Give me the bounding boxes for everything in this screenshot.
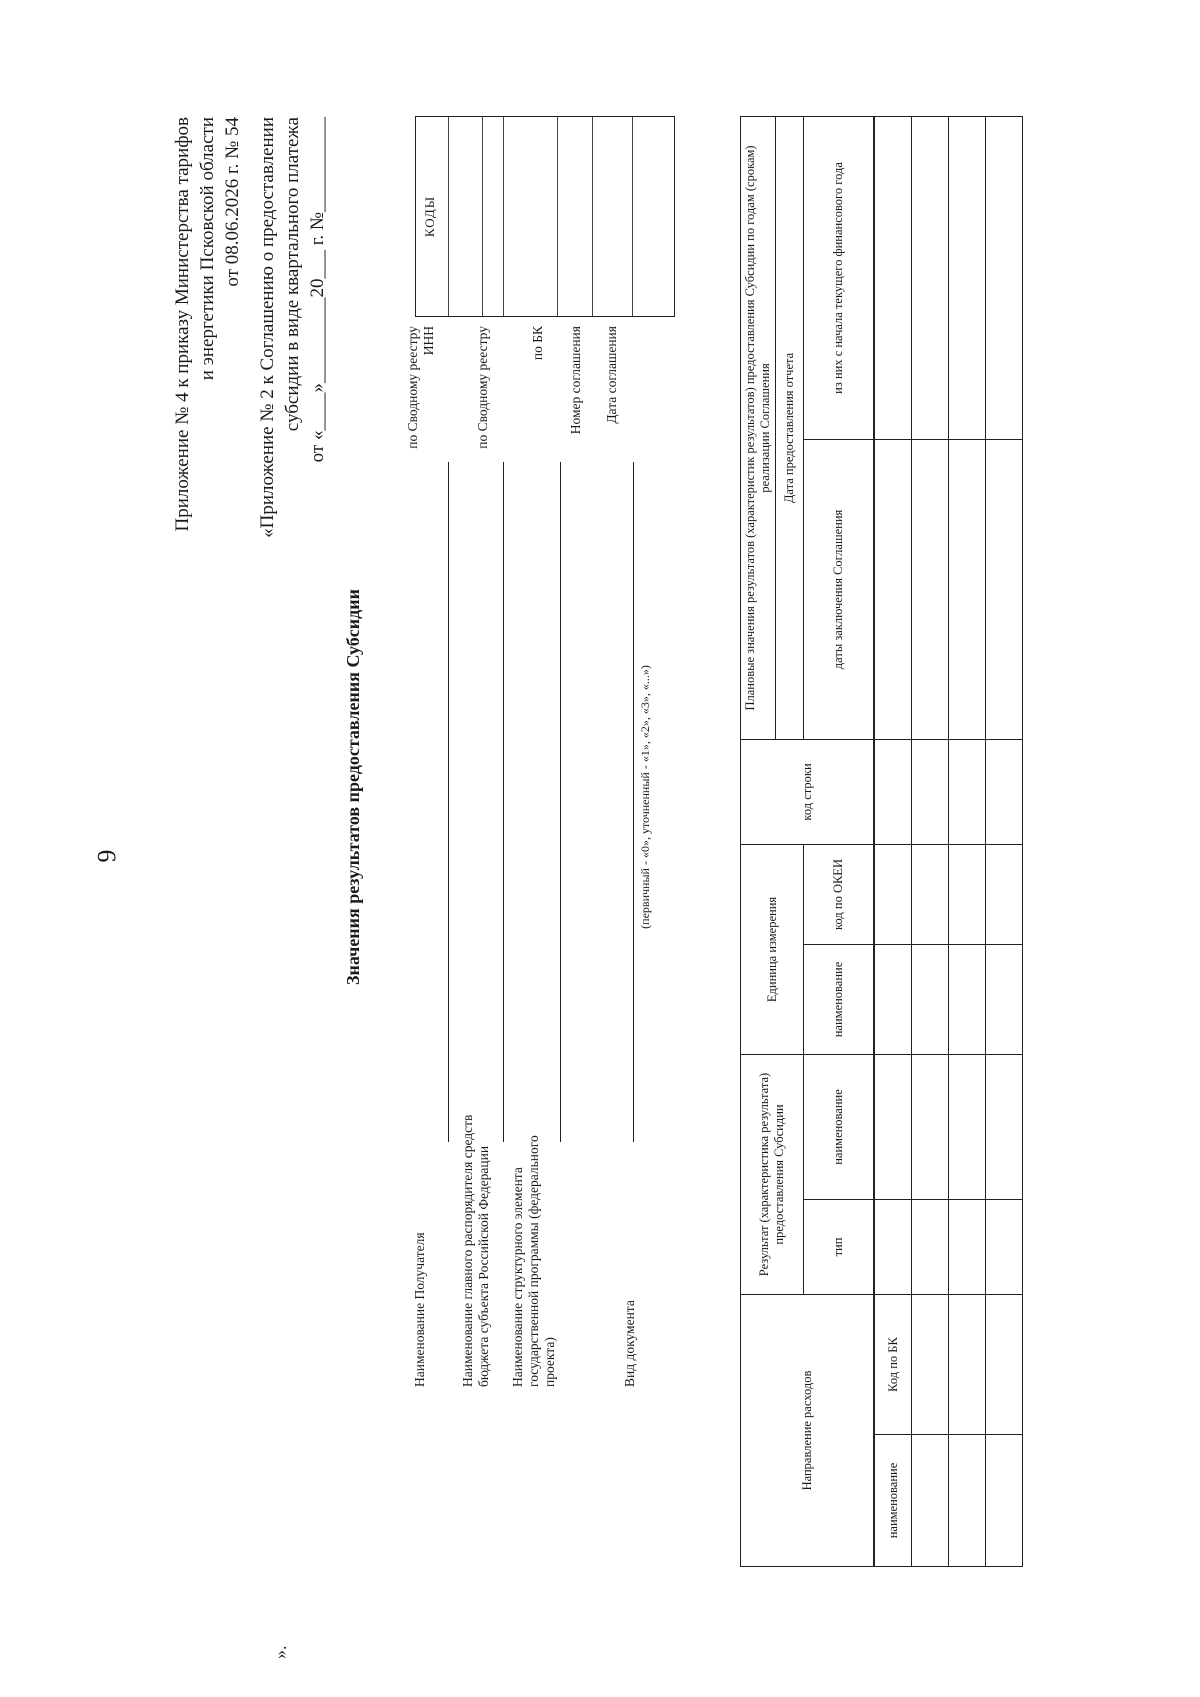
table-cell[interactable]	[986, 1054, 1023, 1199]
table-cell[interactable]	[875, 116, 912, 439]
expense-name-label: наименование	[885, 1462, 900, 1539]
table-cell[interactable]	[912, 1435, 949, 1567]
doc-type-note: (первичный - «0», уточненный - «1», «2», «3», «...»)	[638, 665, 652, 929]
table-row	[949, 116, 986, 1566]
code-label-agreement-number: Номер соглашения	[568, 326, 583, 435]
chief-admin-line[interactable]	[503, 462, 504, 1142]
table-cell[interactable]	[912, 944, 949, 1054]
table-cell[interactable]	[912, 1054, 949, 1199]
header-from-year-start: из них с начала текущего финансового года	[804, 116, 874, 439]
page-number: 6	[92, 849, 121, 863]
header-from-agreement-date: даты заключения Соглашения	[804, 439, 874, 739]
table-cell[interactable]	[912, 739, 949, 844]
table-cell[interactable]	[875, 739, 912, 844]
appendix-reference	[255, 117, 330, 737]
codes-box	[415, 116, 675, 317]
header-row-code: код строки	[741, 739, 874, 844]
table-cell[interactable]	[875, 1200, 912, 1295]
table-cell[interactable]	[875, 1054, 912, 1199]
order-line-2: и энергетики Псковской области	[197, 117, 218, 381]
recipient-line[interactable]	[448, 462, 449, 1142]
appendix-line-3: от «____»_________20___ г. №__________	[307, 117, 328, 463]
results-table	[740, 116, 1023, 1567]
table-cell[interactable]	[986, 844, 1023, 944]
header-expense-direction: Направление расходов	[741, 1295, 874, 1567]
header-unit: Единица измерения	[741, 844, 804, 1054]
table-cell[interactable]	[912, 439, 949, 739]
structural-element-label: Наименование структурного элемента государственной программы (федерального проекта)	[510, 1135, 557, 1387]
table-cell[interactable]	[949, 1295, 986, 1435]
structural-element-line[interactable]	[560, 462, 561, 1142]
chief-admin-label: Наименование главного распорядителя средств бюджета субъекта Российской Федерации	[460, 1114, 491, 1387]
codes-title: КОДЫ	[422, 195, 437, 238]
table-cell[interactable]	[986, 739, 1023, 844]
order-line-1: Приложение № 4 к приказу Министерства тарифов	[172, 117, 193, 532]
header-result: Результат (характеристика результата) предоставления Субсидии	[741, 1054, 804, 1294]
code-cell-bk[interactable]	[557, 117, 558, 316]
header-unit-okei: код по ОКЕИ	[804, 844, 874, 944]
cell-expense-name	[875, 1435, 912, 1567]
table-cell[interactable]	[949, 116, 986, 439]
code-label-registry: по Сводному реестру	[475, 326, 490, 449]
header-report-date: Дата предоставления отчета	[776, 116, 804, 739]
table-cell[interactable]	[949, 1435, 986, 1567]
code-cell-agreement-number[interactable]	[592, 117, 593, 316]
table-cell[interactable]	[986, 944, 1023, 1054]
page-title: Значения результатов предоставления Субсидии	[343, 589, 363, 985]
code-cell-registry[interactable]	[503, 117, 504, 316]
doc-type-label: Вид документа	[622, 1300, 637, 1387]
table-cell[interactable]	[912, 116, 949, 439]
appendix-line-1: «Приложение № 2 к Соглашению о предоставлении	[257, 117, 278, 538]
doc-type-line[interactable]	[633, 462, 634, 1142]
cell-expense-code	[875, 1295, 912, 1435]
table-cell[interactable]	[986, 1200, 1023, 1295]
table-row	[875, 116, 912, 1566]
table-cell[interactable]	[912, 1200, 949, 1295]
header-result-type: тип	[804, 1200, 874, 1295]
table-cell[interactable]	[986, 116, 1023, 439]
code-label-agreement-date: Дата соглашения	[604, 326, 619, 424]
table-cell[interactable]	[949, 1200, 986, 1295]
expense-code-label: Код по БК	[885, 1337, 900, 1392]
table-cell[interactable]	[986, 1295, 1023, 1435]
table-row	[912, 116, 949, 1566]
order-line-3: от 08.06.2026 г. № 54	[222, 117, 243, 287]
closing-quote: ».	[270, 1645, 290, 1659]
table-cell[interactable]	[986, 1435, 1023, 1567]
table-row	[986, 116, 1023, 1566]
recipient-label: Наименование Получателя	[412, 1232, 427, 1387]
header-result-name: наименование	[804, 1054, 874, 1199]
code-cell-inn[interactable]	[482, 117, 483, 316]
table-cell[interactable]	[875, 844, 912, 944]
order-reference	[170, 117, 245, 697]
table-cell[interactable]	[912, 1295, 949, 1435]
table-cell[interactable]	[875, 439, 912, 739]
header-plan-values: Плановые значения результатов (характеристик результатов) предоставления Субсидии по годам (срокам) реализации Соглашения	[741, 116, 776, 739]
table-cell[interactable]	[949, 944, 986, 1054]
table-cell[interactable]	[949, 1054, 986, 1199]
appendix-line-2: субсидии в виде квартального платежа	[282, 117, 303, 432]
table-cell[interactable]	[912, 844, 949, 944]
code-cell-registry-inn[interactable]	[448, 117, 449, 316]
code-label-registry-inn: по Сводному реестру ИНН	[405, 326, 436, 449]
table-cell[interactable]	[949, 439, 986, 739]
code-cell-agreement-date[interactable]	[632, 117, 633, 316]
table-cell[interactable]	[949, 739, 986, 844]
header-unit-name: наименование	[804, 944, 874, 1054]
code-label-bk: по БК	[530, 326, 545, 361]
table-cell[interactable]	[986, 439, 1023, 739]
table-cell[interactable]	[875, 944, 912, 1054]
table-cell[interactable]	[949, 844, 986, 944]
